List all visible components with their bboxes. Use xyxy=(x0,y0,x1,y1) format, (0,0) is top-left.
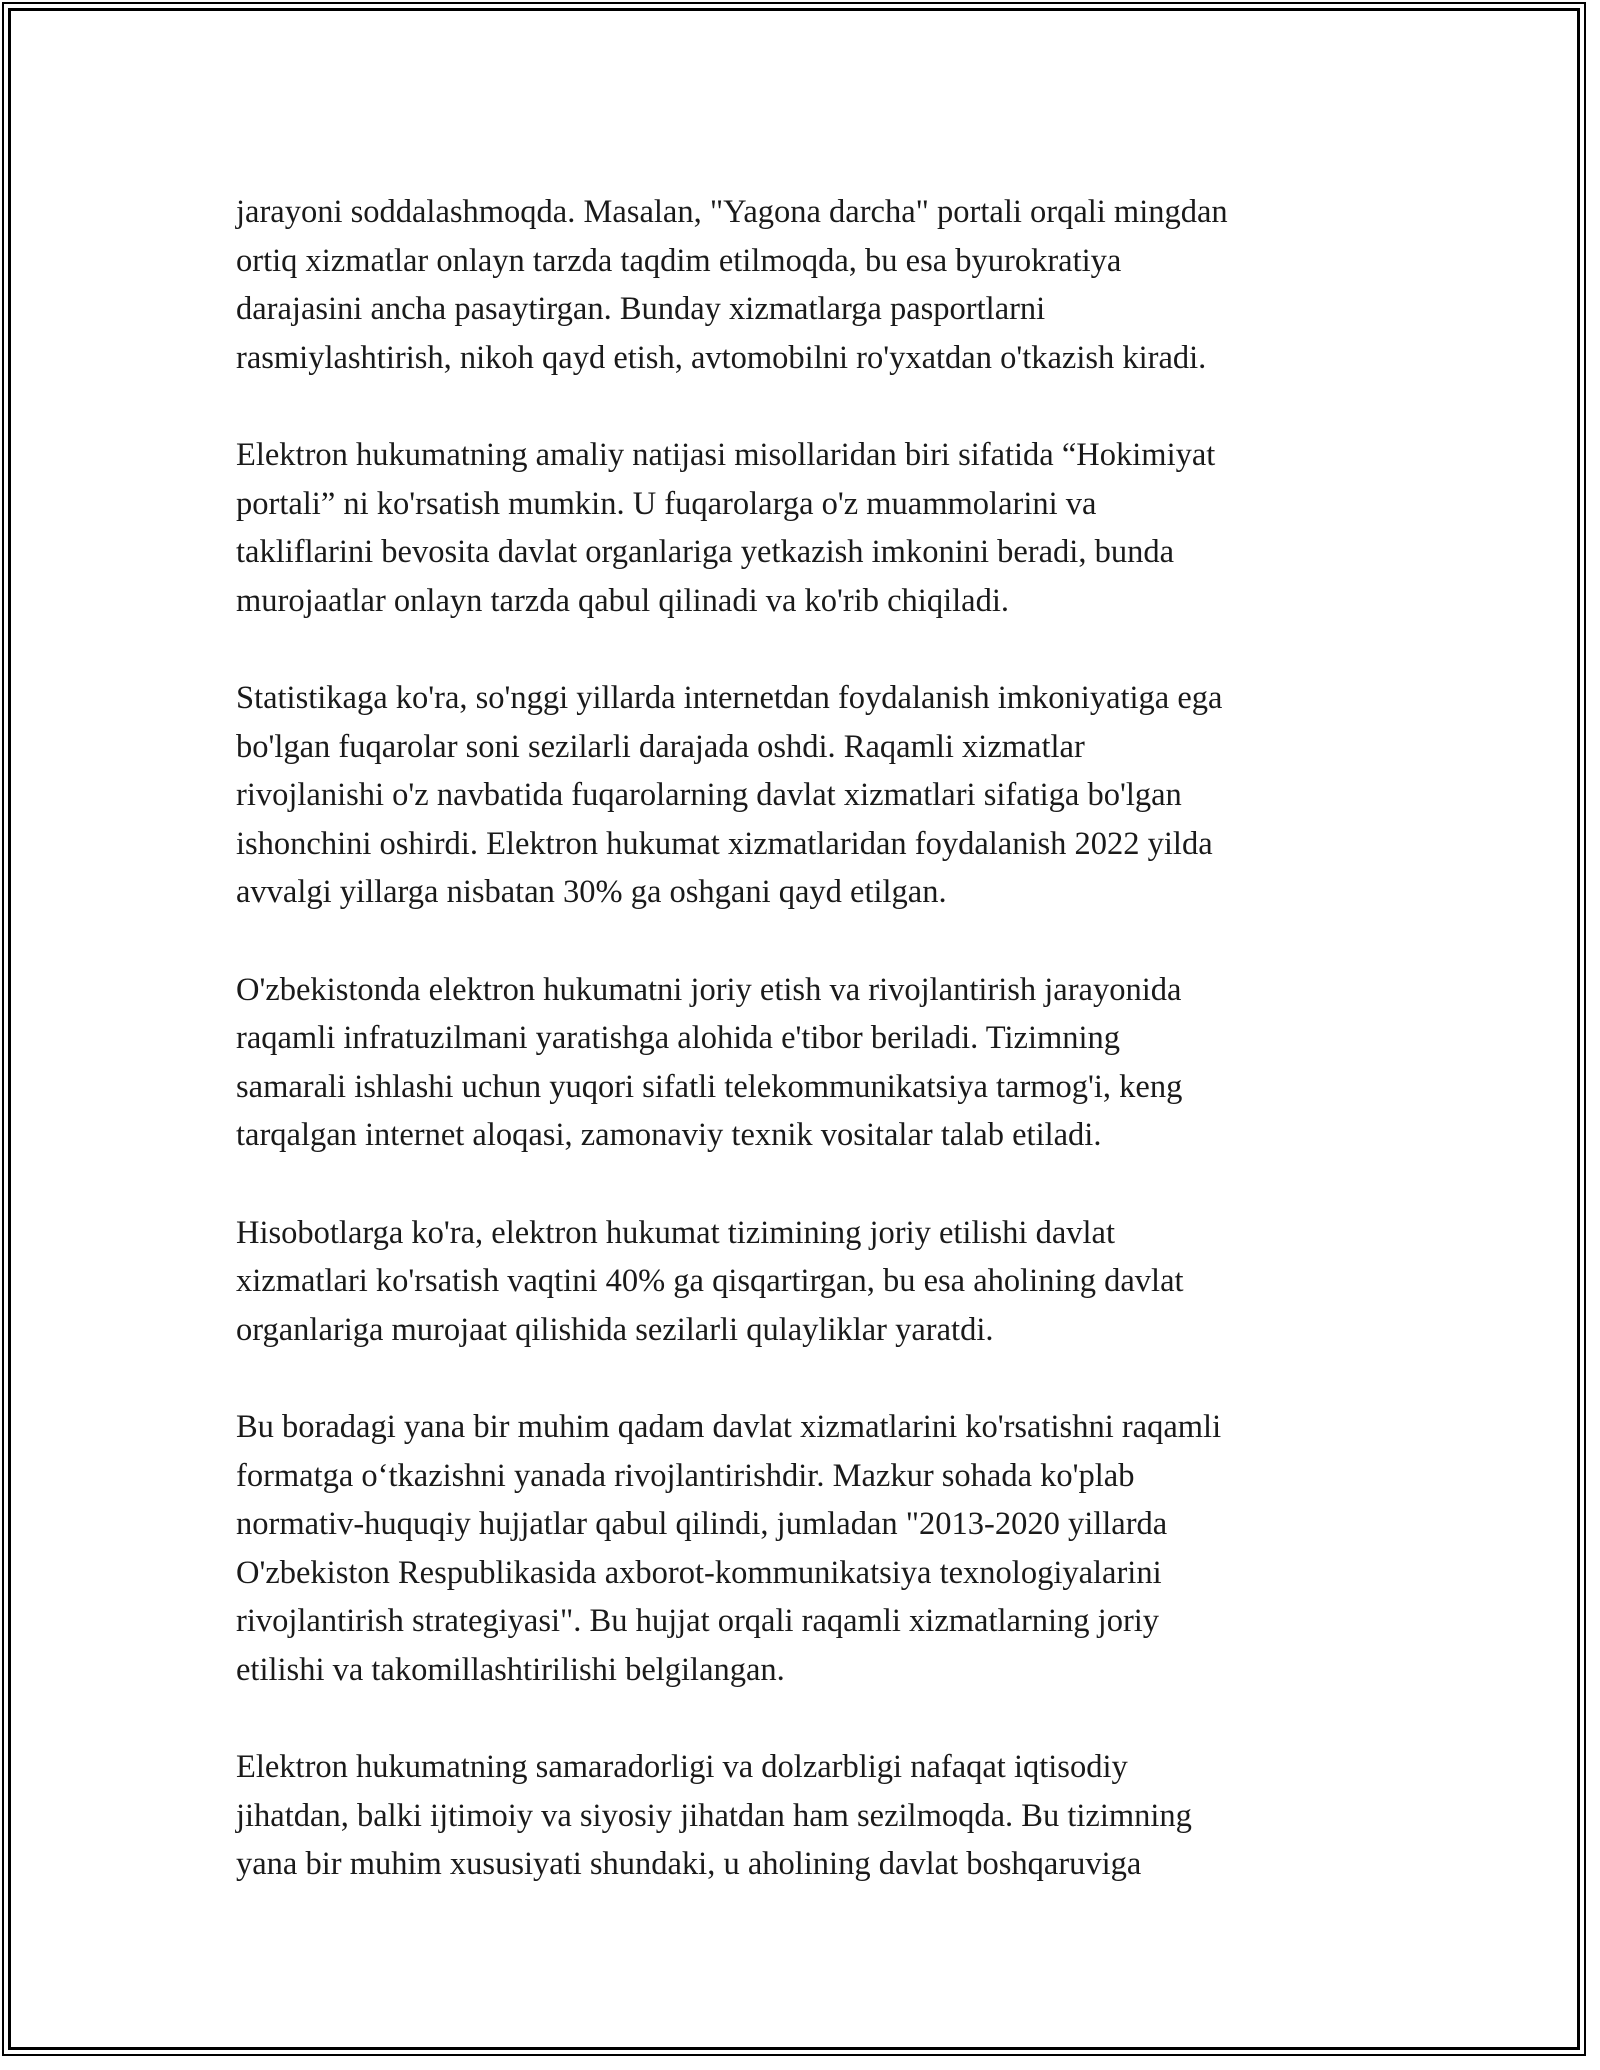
text-line: rivojlantirish strategiyasi". Bu hujjat orqali raqamli xizmatlarning joriy xyxy=(236,1603,1160,1639)
text-line: jarayoni soddalashmoqda. Masalan, "Yagona darcha" portali orqali mingdan xyxy=(236,194,1228,230)
text-line: avvalgi yillarga nisbatan 30% ga oshgani qayd etilgan. xyxy=(236,874,947,910)
text-line: jihatdan, balki ijtimoiy va siyosiy jihatdan ham sezilmoqda. Bu tizimning xyxy=(236,1797,1192,1834)
text-line: ishonchini oshirdi. Elektron hukumat xizmatlaridan foydalanish 2022 yilda xyxy=(236,825,1213,862)
text-line: etilishi va takomillashtirilishi belgilangan. xyxy=(236,1651,785,1688)
text-line: yana bir muhim xususiyati shundaki, u aholining davlat boshqaruviga xyxy=(236,1846,1142,1882)
paragraph-5 xyxy=(236,1209,1396,1355)
text-line: rasmiylashtirish, nikoh qayd etish, avtomobilni ro'yxatdan o'tkazish kiradi. xyxy=(236,339,1207,376)
text-line: murojaatlar onlayn tarzda qabul qilinadi va ko'rib chiqiladi. xyxy=(236,582,1009,619)
text-line: formatga o‘tkazishni yanada rivojlantirishdir. Mazkur sohada ko'plab xyxy=(236,1457,1135,1494)
paragraph-4 xyxy=(236,966,1396,1160)
text-line: xizmatlari ko'rsatish vaqtini 40% ga qisqartirgan, bu esa aholining davlat xyxy=(236,1263,1184,1299)
text-line: O'zbekistonda elektron hukumatni joriy etish va rivojlantirish jarayonida xyxy=(236,971,1182,1008)
text-line: Bu boradagi yana bir muhim qadam davlat xizmatlarini ko'rsatishni raqamli xyxy=(236,1409,1222,1445)
text-line: Elektron hukumatning amaliy natijasi misollaridan biri sifatida “Hokimiyat xyxy=(236,437,1216,473)
text-line: rivojlanishi o'z navbatida fuqarolarning davlat xizmatlari sifatiga bo'lgan xyxy=(236,777,1182,813)
text-line: takliflarini bevosita davlat organlariga yetkazish imkonini beradi, bunda xyxy=(236,534,1175,570)
text-line: samarali ishlashi uchun yuqori sifatli telekommunikatsiya tarmog'i, keng xyxy=(236,1068,1183,1105)
text-line: organlariga murojaat qilishida sezilarli qulayliklar yaratdi. xyxy=(236,1311,994,1348)
text-line: normativ-huquqiy hujjatlar qabul qilindi, jumladan "2013-2020 yillarda xyxy=(236,1506,1168,1542)
document-body xyxy=(236,188,1396,1889)
paragraph-6 xyxy=(236,1403,1396,1694)
text-line: portali” ni ko'rsatish mumkin. U fuqarolarga o'z muammolarini va xyxy=(236,485,1097,522)
paragraph-7 xyxy=(236,1743,1396,1889)
text-line: Hisobotlarga ko'ra, elektron hukumat tizimining joriy etilishi davlat xyxy=(236,1214,1115,1251)
paragraph-1 xyxy=(236,188,1396,382)
text-line: Statistikaga ko'ra, so'nggi yillarda internetdan foydalanish imkoniyatiga ega xyxy=(236,680,1223,716)
paragraph-3 xyxy=(236,674,1396,917)
text-line: darajasini ancha pasaytirgan. Bunday xizmatlarga pasportlarni xyxy=(236,291,1046,327)
text-line: tarqalgan internet aloqasi, zamonaviy texnik vositalar talab etiladi. xyxy=(236,1117,1102,1153)
text-line: bo'lgan fuqarolar soni sezilarli darajada oshdi. Raqamli xizmatlar xyxy=(236,728,1085,765)
paragraph-2 xyxy=(236,431,1396,625)
text-line: Elektron hukumatning samaradorligi va dolzarbligi nafaqat iqtisodiy xyxy=(236,1749,1128,1785)
text-line: raqamli infratuzilmani yaratishga alohida e'tibor beriladi. Tizimning xyxy=(236,1020,1121,1056)
text-line: ortiq xizmatlar onlayn tarzda taqdim etilmoqda, bu esa byurokratiya xyxy=(236,242,1122,279)
text-line: O'zbekiston Respublikasida axborot-kommunikatsiya texnologiyalarini xyxy=(236,1554,1162,1591)
